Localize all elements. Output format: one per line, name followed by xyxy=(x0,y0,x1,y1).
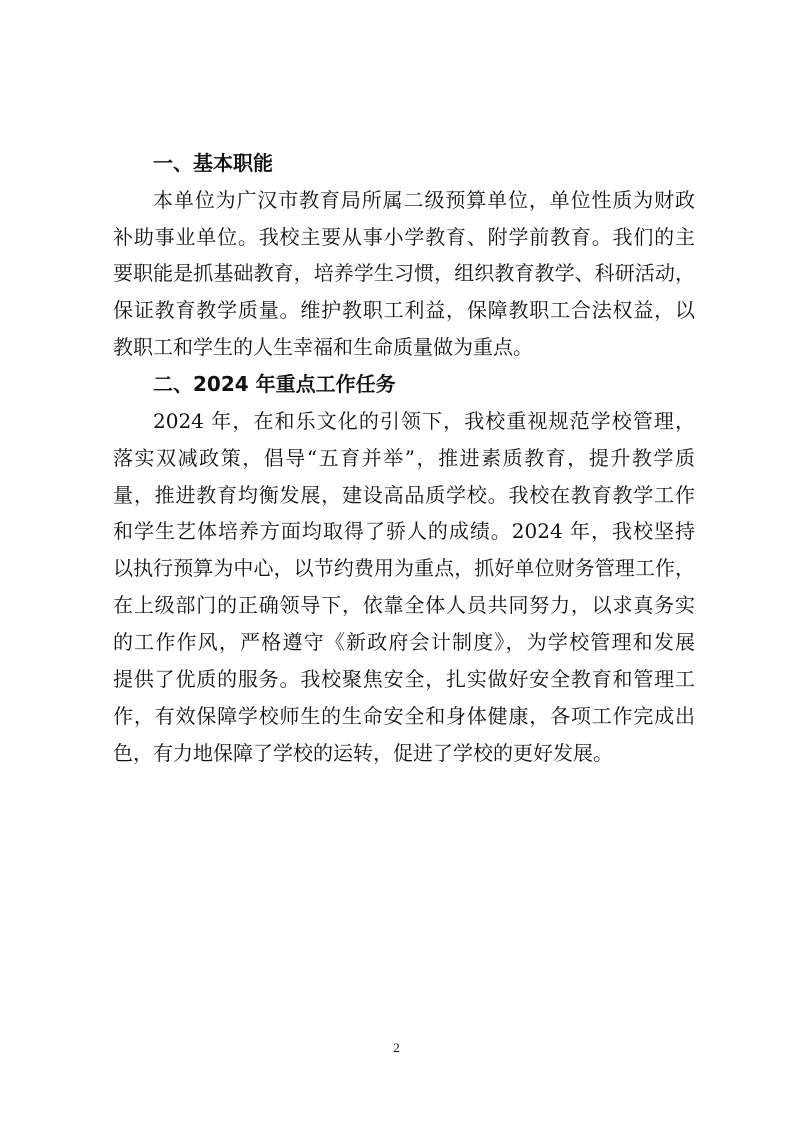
paragraph-line: 色，有力地保障了学校的运转，促进了学校的更好发展。 xyxy=(113,741,613,765)
paragraph-line: 在上级部门的正确领导下，依靠全体人员共同努力，以求真务实 xyxy=(113,593,695,617)
section-heading-key-tasks: 二、2024 年重点工作任务 xyxy=(153,372,396,396)
paragraph-line: 提供了优质的服务。我校聚焦安全，扎实做好安全教育和管理工 xyxy=(113,667,695,691)
paragraph-line: 作，有效保障学校师生的生命安全和身体健康，各项工作完成出 xyxy=(113,704,695,728)
page-number: 2 xyxy=(393,1040,400,1055)
paragraph-line: 和学生艺体培养方面均取得了骄人的成绩。2024 年，我校坚持 xyxy=(113,519,695,543)
paragraph-line: 要职能是抓基础教育，培养学生习惯，组织教育教学、科研活动， xyxy=(113,261,695,285)
paragraph-line: 的工作作风，严格遵守《新政府会计制度》，为学校管理和发展 xyxy=(113,630,695,654)
section-heading-basic-functions: 一、基本职能 xyxy=(153,151,273,175)
paragraph-line: 以执行预算为中心，以节约费用为重点，抓好单位财务管理工作， xyxy=(113,556,695,580)
paragraph-line: 2024 年，在和乐文化的引领下，我校重视规范学校管理， xyxy=(153,409,695,433)
paragraph-line: 本单位为广汉市教育局所属二级预算单位，单位性质为财政 xyxy=(153,188,695,212)
paragraph-line: 补助事业单位。我校主要从事小学教育、附学前教育。我们的主 xyxy=(113,225,695,249)
paragraph-line: 教职工和学生的人生幸福和生命质量做为重点。 xyxy=(113,335,533,359)
paragraph-line: 保证教育教学质量。维护教职工利益，保障教职工合法权益，以 xyxy=(113,298,695,322)
paragraph-line: 落实双减政策，倡导“五育并举”，推进素质教育，提升教学质 xyxy=(113,446,695,470)
paragraph-line: 量，推进教育均衡发展，建设高品质学校。我校在教育教学工作 xyxy=(113,483,695,507)
